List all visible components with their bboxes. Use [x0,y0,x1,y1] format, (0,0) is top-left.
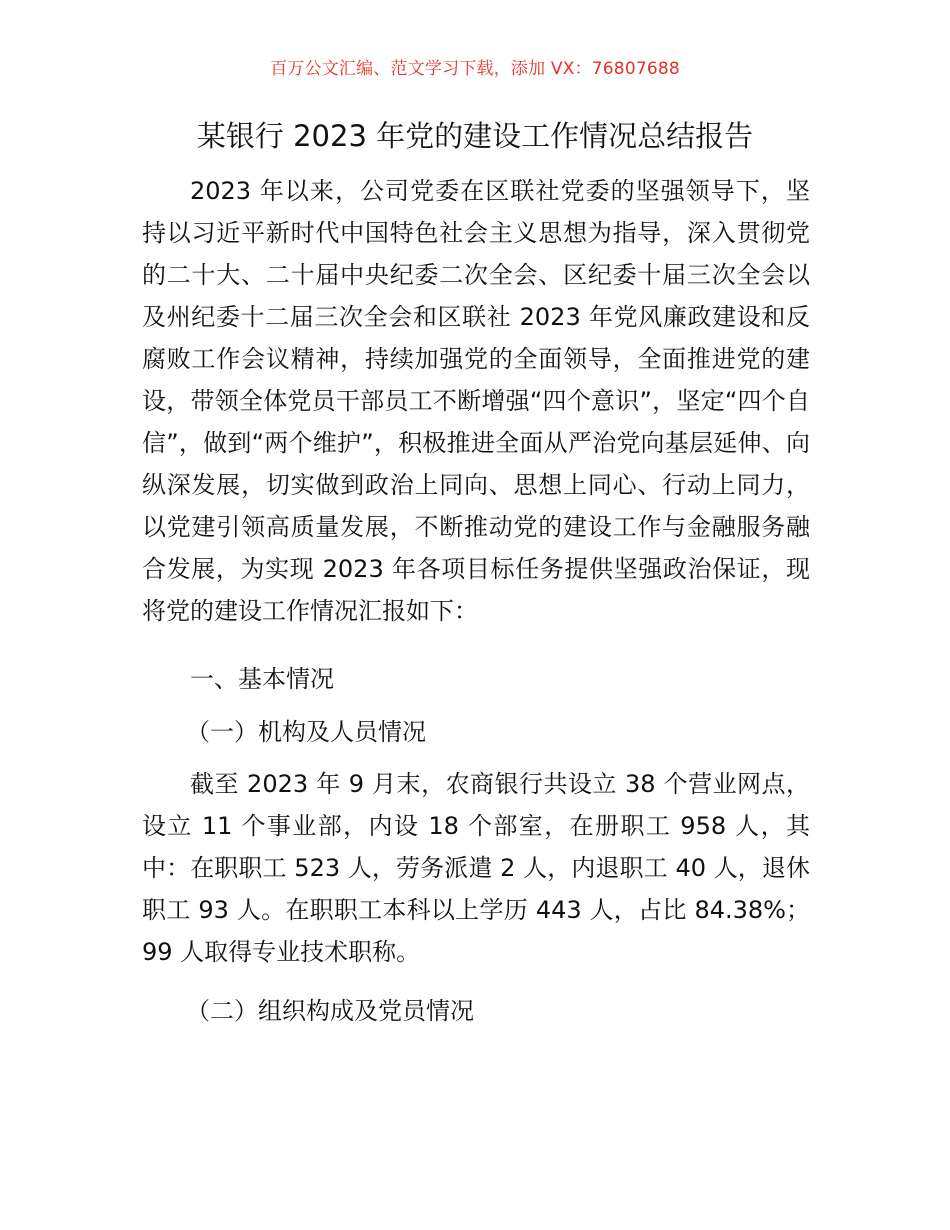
subsection-heading-org-members: （二）组织构成及党员情况 [186,997,474,1025]
subsection-heading-org-staff: （一）机构及人员情况 [186,718,426,746]
document-title: 某银行 2023 年党的建设工作情况总结报告 [196,119,754,153]
section-heading-basic-info: 一、基本情况 [190,665,334,693]
staff-stats-paragraph: 截至 2023 年 9 月末，农商银行共设立 38 个营业网点，设立 11 个事业部，内设 18 个部室，在册职工 958 人，其中：在职职工 523 人，劳务派遣 2 人，内退职工 40 人，退休职工 93 人。在职职工本科以上学历 443 人，占比 84.38%；99 人取得专业技术职称。 [142,770,810,966]
intro-paragraph: 2023 年以来，公司党委在区联社党委的坚强领导下，坚持以习近平新时代中国特色社会主义思想为指导，深入贯彻党的二十大、二十届中央纪委二次全会、区纪委十届三次全会以及州纪委十二届三次全会和区联社 2023 年党风廉政建设和反腐败工作会议精神，持续加强党的全面领导，全面推进党的建设，带领全体党员干部员工不断增强“四个意识”，坚定“四个自信”，做到“两个维护”，积极推进全面从严治党向基层延伸、向纵深发展，切实做到政治上同向、思想上同心、行动上同力，以党建引领高质量发展，不断推动党的建设工作与金融服务融合发展，为实现 2023 年各项目标任务提供坚强政治保证，现将党的建设工作情况汇报如下： [142,177,810,625]
header-watermark-note: 百万公文汇编、范文学习下载，添加 VX：76807688 [270,59,680,79]
